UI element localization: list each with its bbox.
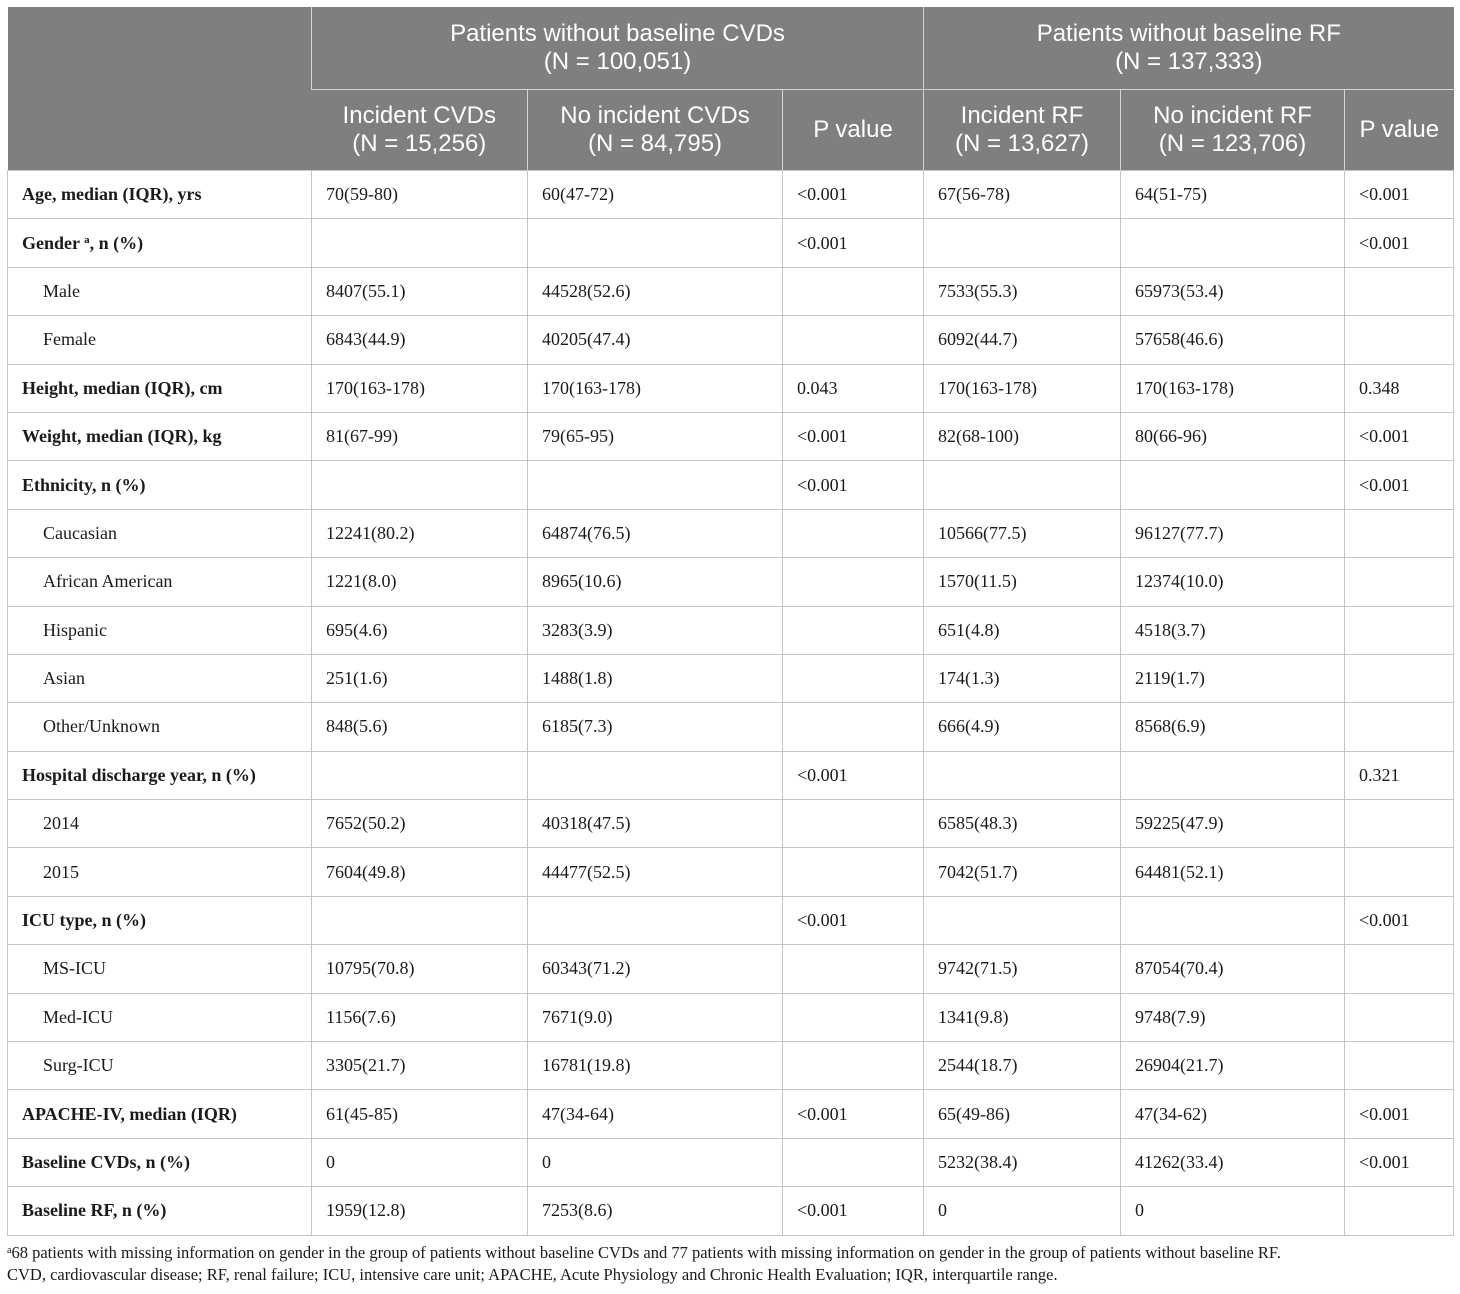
table-row [8,1090,1454,1138]
table-cell: <0.001 [783,751,924,799]
row-label [8,993,312,1041]
row-label-text: Height, median (IQR), cm [22,377,223,398]
row-label-text: Hispanic [43,619,107,640]
column-header-n: (N = 84,795) [587,130,723,157]
table-cell: 251(1.6) [312,654,528,702]
table-cell: 6585(48.3) [924,800,1121,848]
table-cell: 60343(71.2) [528,945,783,993]
table-row [8,993,1454,1041]
table-cell [783,654,924,702]
table-cell: 40205(47.4) [528,316,783,364]
table-cell: 3283(3.9) [528,606,783,654]
table-row [8,751,1454,799]
column-header-title: P value [1359,116,1440,143]
table-cell: 170(163-178) [312,364,528,412]
row-label [8,654,312,702]
table-cell: 80(66-96) [1121,412,1345,460]
row-label-text: African American [43,571,173,592]
table-cell: 44528(52.6) [528,267,783,315]
table-cell [783,509,924,557]
header-row-groups [8,7,1454,90]
table-cell: 1341(9.8) [924,993,1121,1041]
row-label-text: Asian [43,668,85,689]
table-cell: 10566(77.5) [924,509,1121,557]
table-cell: <0.001 [1345,1138,1454,1186]
table-cell: 65(49-86) [924,1090,1121,1138]
row-label-text: APACHE-IV, median (IQR) [22,1103,237,1124]
row-label [8,1138,312,1186]
table-cell: 7042(51.7) [924,848,1121,896]
table-cell: 0.043 [783,364,924,412]
table-cell [528,461,783,509]
table-cell [783,848,924,896]
table-row [8,896,1454,944]
table-cell: 7533(55.3) [924,267,1121,315]
table-cell: 7604(49.8) [312,848,528,896]
table-cell [312,751,528,799]
table-cell: <0.001 [783,1090,924,1138]
table-container [7,7,1453,1286]
table-cell [783,316,924,364]
table-cell: <0.001 [1345,461,1454,509]
table-cell [783,993,924,1041]
column-header [924,90,1121,171]
table-cell [1345,800,1454,848]
table-cell: 1570(11.5) [924,558,1121,606]
footnotes [7,1242,1453,1286]
table-cell: 47(34-64) [528,1090,783,1138]
table-cell [783,800,924,848]
column-header [1345,90,1454,171]
table-row [8,606,1454,654]
row-label [8,1090,312,1138]
row-label-text: Caucasian [43,522,117,543]
table-cell: 12241(80.2) [312,509,528,557]
column-header-title: No incident CVDs [560,102,750,129]
table-row [8,945,1454,993]
row-label-text: Surg-ICU [43,1055,114,1076]
column-header-title: Incident CVDs [342,102,496,129]
table-cell [1345,558,1454,606]
table-cell: 0.348 [1345,364,1454,412]
table-row [8,800,1454,848]
row-label-text: Weight, median (IQR), kg [22,426,222,447]
table-row [8,703,1454,751]
row-label [8,606,312,654]
table-row [8,1187,1454,1235]
row-label-text: Baseline RF, n (%) [22,1200,167,1221]
table-cell [783,606,924,654]
table-cell: 7253(8.6) [528,1187,783,1235]
table-cell: 6185(7.3) [528,703,783,751]
table-cell: 651(4.8) [924,606,1121,654]
row-label [8,703,312,751]
header-corner [8,7,312,171]
column-header-title: P value [813,116,893,143]
row-label-text: Male [43,280,80,301]
row-label-text: Female [43,329,96,350]
table-cell [1345,316,1454,364]
table-cell: 10795(70.8) [312,945,528,993]
table-cell [1121,751,1345,799]
table-cell: <0.001 [1345,896,1454,944]
row-label-text: Ethnicity, n (%) [22,474,146,495]
table-cell [924,896,1121,944]
column-header [1121,90,1345,171]
table-cell: 47(34-62) [1121,1090,1345,1138]
row-label [8,1042,312,1090]
table-row [8,171,1454,219]
table-cell: 6092(44.7) [924,316,1121,364]
row-label [8,509,312,557]
header-group-rf-n: (N = 137,333) [1115,48,1263,75]
column-header [312,90,528,171]
table-cell [783,267,924,315]
table-cell: 7652(50.2) [312,800,528,848]
table-row [8,509,1454,557]
column-header [783,90,924,171]
footnote-a [7,1242,1453,1264]
table-row [8,412,1454,460]
row-label [8,1187,312,1235]
table-cell: 3305(21.7) [312,1042,528,1090]
table-cell: 8407(55.1) [312,267,528,315]
row-label [8,171,312,219]
table-cell: <0.001 [783,412,924,460]
row-label-text: Age, median (IQR), yrs [22,184,202,205]
table-cell [1121,219,1345,267]
table-row [8,1138,1454,1186]
header-group-rf-title: Patients without baseline RF [1036,20,1341,47]
table-cell: 70(59-80) [312,171,528,219]
row-label-text: 2014 [43,813,79,834]
table-cell: 1959(12.8) [312,1187,528,1235]
table-cell: <0.001 [1345,412,1454,460]
row-label [8,848,312,896]
table-cell: 0 [924,1187,1121,1235]
column-header-title: No incident RF [1153,102,1312,129]
table-cell: 2119(1.7) [1121,654,1345,702]
table-cell [528,896,783,944]
row-label [8,896,312,944]
table-cell: 87054(70.4) [1121,945,1345,993]
table-cell: 170(163-178) [924,364,1121,412]
header-group-cvd [312,7,924,90]
table-cell: 7671(9.0) [528,993,783,1041]
column-header-n: (N = 15,256) [352,130,487,157]
table-cell [924,461,1121,509]
table-cell: <0.001 [1345,219,1454,267]
table-cell: 1221(8.0) [312,558,528,606]
column-header [528,90,783,171]
row-label-text: Other/Unknown [43,716,160,737]
table-cell: 82(68-100) [924,412,1121,460]
table-cell: 666(4.9) [924,703,1121,751]
footnote-a-marker: a [7,1244,12,1256]
row-label [8,219,312,267]
table-cell: 9748(7.9) [1121,993,1345,1041]
table-cell [1345,654,1454,702]
row-label-text: ICU type, n (%) [22,910,146,931]
table-row [8,316,1454,364]
row-label-text: MS-ICU [43,958,107,979]
table-cell: 0 [312,1138,528,1186]
table-cell [1345,945,1454,993]
table-cell: 1156(7.6) [312,993,528,1041]
table-body [8,171,1454,1236]
row-label-text: Gender [22,232,80,253]
table-cell: 6843(44.9) [312,316,528,364]
table-cell: 0.321 [1345,751,1454,799]
table-header [8,7,1454,171]
table-cell [1121,896,1345,944]
table-cell: 57658(46.6) [1121,316,1345,364]
table-cell: 41262(33.4) [1121,1138,1345,1186]
table-cell: 61(45-85) [312,1090,528,1138]
table-cell: 12374(10.0) [1121,558,1345,606]
table-row [8,1042,1454,1090]
table-cell [783,1042,924,1090]
table-cell [1345,848,1454,896]
table-cell: 96127(77.7) [1121,509,1345,557]
table-cell: 170(163-178) [528,364,783,412]
baseline-characteristics-table [7,7,1454,1236]
table-row [8,461,1454,509]
table-cell: 4518(3.7) [1121,606,1345,654]
table-cell: <0.001 [1345,171,1454,219]
row-label [8,800,312,848]
footnote-abbreviations: CVD, cardiovascular disease; RF, renal failure; ICU, intensive care unit; APACHE, Acute Physiology and Chronic Health Evaluation; IQR, interquartile range. [7,1264,1058,1284]
table-cell [1345,1187,1454,1235]
header-group-cvd-n: (N = 100,051) [543,48,692,75]
table-cell: 40318(47.5) [528,800,783,848]
table-cell: <0.001 [783,171,924,219]
row-label-text: Baseline CVDs, n (%) [22,1152,191,1172]
row-label [8,267,312,315]
row-label [8,945,312,993]
table-row [8,848,1454,896]
table-cell: 848(5.6) [312,703,528,751]
table-cell [528,219,783,267]
table-cell: <0.001 [1345,1090,1454,1138]
table-cell: 67(56-78) [924,171,1121,219]
table-cell [1345,703,1454,751]
table-cell: <0.001 [783,461,924,509]
table-cell [783,1138,924,1186]
row-label [8,412,312,460]
row-label-suffix: , n (%) [89,232,144,253]
table-cell: 44477(52.5) [528,848,783,896]
footnote-a-text: 68 patients with missing information on gender in the group of patients without baseline CVDs and 77 patients with missing information on gender in the group of patients without baseline RF. [11,1242,1281,1262]
table-cell: 26904(21.7) [1121,1042,1345,1090]
row-label [8,364,312,412]
table-cell: 174(1.3) [924,654,1121,702]
table-cell: 0 [1121,1187,1345,1235]
table-cell: 1488(1.8) [528,654,783,702]
table-cell: 64874(76.5) [528,509,783,557]
row-label [8,316,312,364]
table-cell: <0.001 [783,219,924,267]
table-cell: <0.001 [783,1187,924,1235]
table-cell [312,896,528,944]
table-cell [1121,461,1345,509]
table-cell: 5232(38.4) [924,1138,1121,1186]
row-label [8,558,312,606]
row-label [8,751,312,799]
table-cell: 59225(47.9) [1121,800,1345,848]
table-cell: 0 [528,1138,783,1186]
table-cell [1345,509,1454,557]
table-cell: 170(163-178) [1121,364,1345,412]
table-cell [783,945,924,993]
table-cell [783,558,924,606]
table-cell [312,219,528,267]
column-header-n: (N = 123,706) [1158,130,1307,157]
column-header-n: (N = 13,627) [954,130,1090,157]
table-cell: 81(67-99) [312,412,528,460]
table-cell: 9742(71.5) [924,945,1121,993]
table-cell: 65973(53.4) [1121,267,1345,315]
table-cell: 79(65-95) [528,412,783,460]
table-cell: 695(4.6) [312,606,528,654]
row-label [8,461,312,509]
table-cell: <0.001 [783,896,924,944]
footnote-marker: a [84,233,90,246]
table-row [8,654,1454,702]
table-cell [1345,606,1454,654]
table-cell: 8568(6.9) [1121,703,1345,751]
table-cell [312,461,528,509]
table-cell [1345,267,1454,315]
table-row [8,364,1454,412]
table-cell [783,703,924,751]
table-cell: 2544(18.7) [924,1042,1121,1090]
table-row [8,558,1454,606]
row-label-text: Med-ICU [43,1006,113,1027]
table-cell [924,219,1121,267]
table-row [8,219,1454,267]
column-header-title: Incident RF [960,102,1084,129]
header-group-rf [924,7,1454,90]
table-cell: 64(51-75) [1121,171,1345,219]
row-label-text: 2015 [43,861,79,882]
row-label-text: Hospital discharge year, n (%) [22,764,256,785]
header-group-cvd-title: Patients without baseline CVDs [450,20,785,47]
table-cell: 64481(52.1) [1121,848,1345,896]
table-row [8,267,1454,315]
table-cell [528,751,783,799]
table-cell: 16781(19.8) [528,1042,783,1090]
table-cell: 8965(10.6) [528,558,783,606]
table-cell [924,751,1121,799]
table-cell [1345,1042,1454,1090]
table-cell [1345,993,1454,1041]
table-cell: 60(47-72) [528,171,783,219]
